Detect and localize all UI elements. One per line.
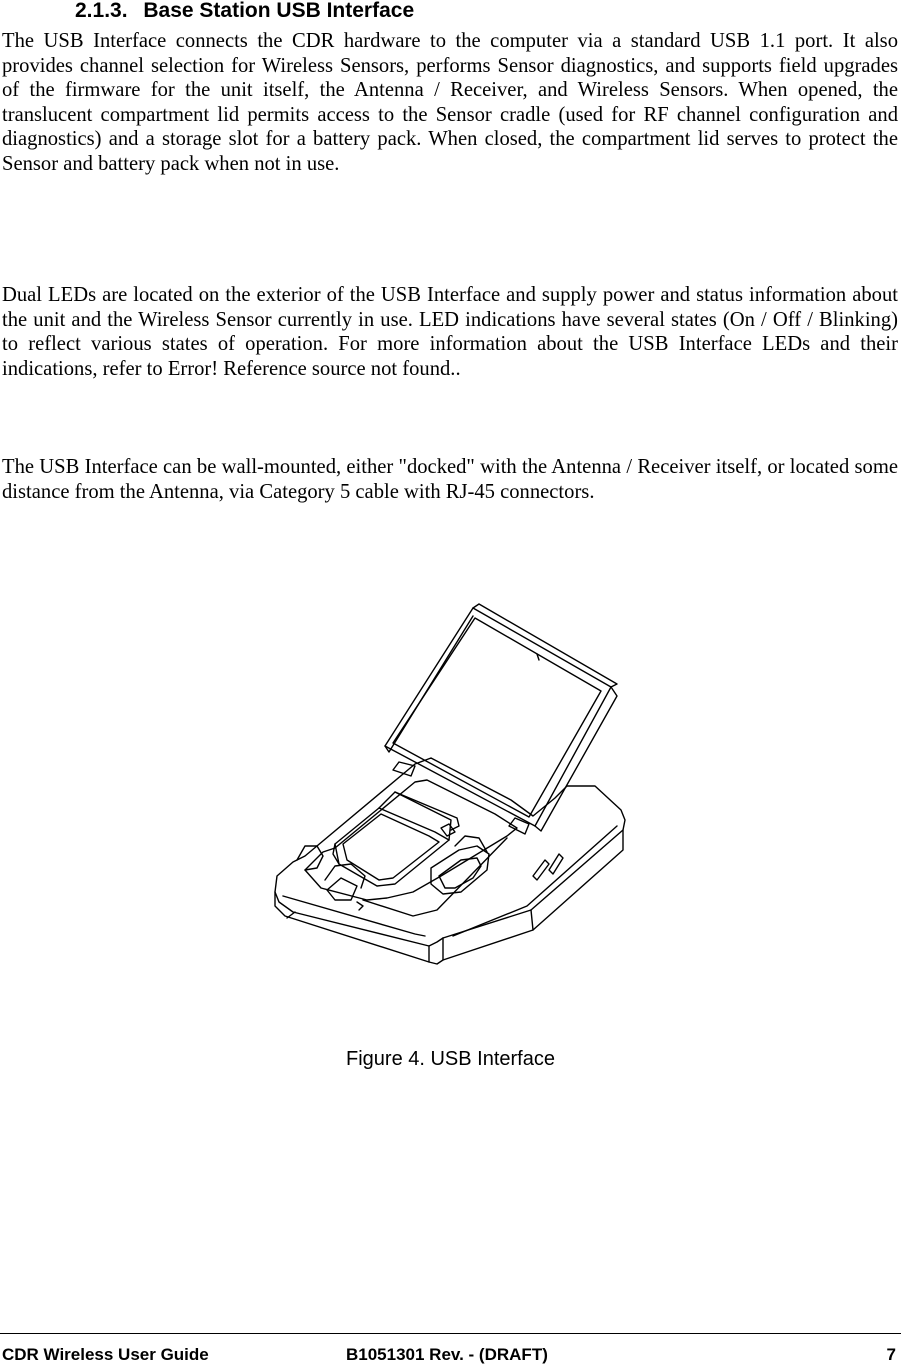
section-number: 2.1.3. <box>75 0 128 22</box>
footer-revision: B1051301 Rev. - (DRAFT) <box>346 1345 548 1364</box>
section-title: Base Station USB Interface <box>143 0 415 22</box>
footer-document-title: CDR Wireless User Guide <box>2 1345 209 1364</box>
base-unit <box>275 758 625 964</box>
status-leds <box>533 854 563 880</box>
footer-page-number: 7 <box>886 1345 896 1364</box>
figure-caption: Figure 4. USB Interface <box>346 1048 555 1070</box>
page-footer <box>0 1344 901 1366</box>
paragraph-mounting: The USB Interface can be wall-mounted, either "docked" with the Antenna / Receiver itself, or located some distance from the Antenna, via Category 5 cable with RJ-45 connectors. <box>2 456 898 503</box>
paragraph-usb-interface-overview: The USB Interface connects the CDR hardware to the computer via a standard USB 1.1 port. It also provides channel selection for Wireless Sensors, performs Sensor diagnostics, and supports field upgrades of the firmware for the unit itself, the Antenna / Receiver, and Wireless Sensors. When opened, the translucent compartment lid permits access to the Sensor cradle (used for RF channel configuration and diagnostics) and a storage slot for a battery pack. When closed, the compartment lid serves to protect the Sensor and battery pack when not in use. <box>2 30 898 175</box>
footer-divider <box>0 1333 901 1334</box>
usb-interface-illustration <box>265 600 637 990</box>
compartment-lid <box>385 604 617 831</box>
section-heading <box>75 0 414 24</box>
paragraph-dual-leds: Dual LEDs are located on the exterior of the USB Interface and supply power and status information about the unit and the Wireless Sensor currently in use. LED indications have several states (On / Off / Blinking) to reflect various states of operation. For more information about the USB Interface LEDs and their indications, refer to Error! Reference source not found.. <box>2 284 898 380</box>
